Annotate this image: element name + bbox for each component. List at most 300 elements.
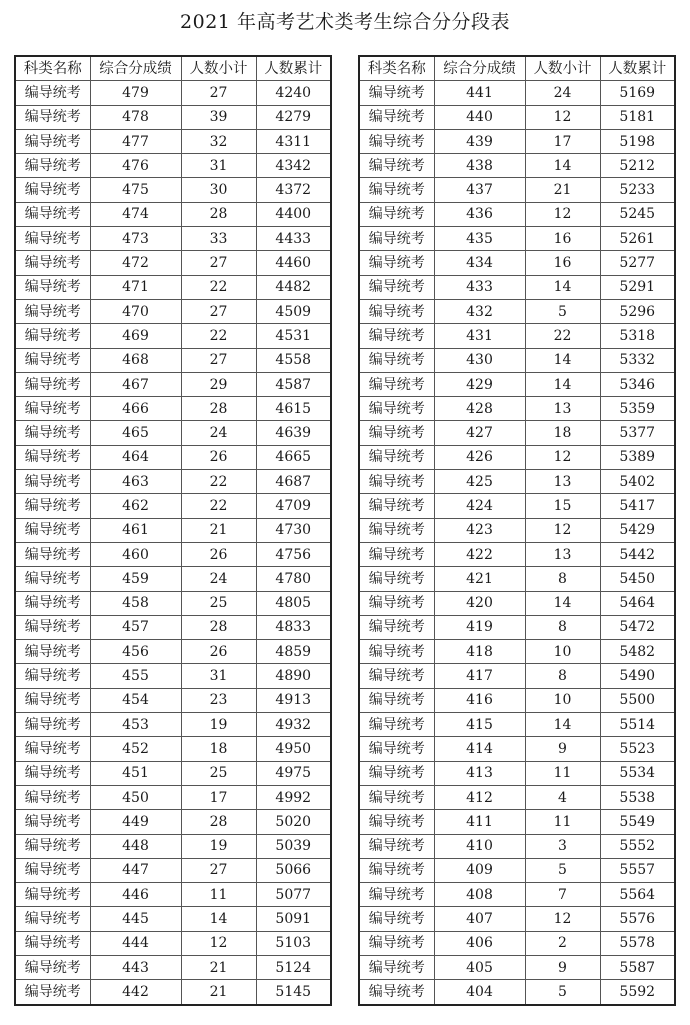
table-row [15, 664, 331, 688]
cell-count: 28 [181, 202, 256, 226]
cell-score: 461 [90, 518, 181, 542]
cell-cumulative: 5359 [600, 397, 675, 421]
cell-cumulative: 5181 [600, 105, 675, 129]
cell-cumulative: 5417 [600, 494, 675, 518]
cell-score: 459 [90, 567, 181, 591]
cell-score: 467 [90, 372, 181, 396]
cell-score: 410 [434, 834, 525, 858]
cell-category: 编导统考 [359, 251, 434, 275]
cell-count: 22 [181, 470, 256, 494]
cell-count: 17 [181, 785, 256, 809]
cell-cumulative: 5296 [600, 299, 675, 323]
table-row [359, 275, 675, 299]
cell-count: 13 [525, 470, 600, 494]
cell-count: 5 [525, 858, 600, 882]
cell-cumulative: 5377 [600, 421, 675, 445]
cell-count: 22 [525, 324, 600, 348]
cell-count: 14 [525, 275, 600, 299]
cell-category: 编导统考 [359, 324, 434, 348]
cell-score: 458 [90, 591, 181, 615]
cell-cumulative: 5549 [600, 810, 675, 834]
cell-category: 编导统考 [359, 907, 434, 931]
cell-cumulative: 5245 [600, 202, 675, 226]
cell-count: 5 [525, 980, 600, 1005]
score-table-left [14, 55, 332, 1006]
cell-category: 编导统考 [359, 81, 434, 105]
cell-score: 457 [90, 615, 181, 639]
cell-cumulative: 5077 [256, 883, 331, 907]
cell-category: 编导统考 [15, 518, 90, 542]
cell-score: 421 [434, 567, 525, 591]
cell-count: 13 [525, 397, 600, 421]
column-header-count: 人数小计 [525, 56, 600, 81]
table-row [15, 640, 331, 664]
table-row [359, 931, 675, 955]
table-row [359, 955, 675, 979]
table-row [15, 129, 331, 153]
cell-category: 编导统考 [15, 567, 90, 591]
cell-score: 433 [434, 275, 525, 299]
cell-count: 27 [181, 348, 256, 372]
cell-cumulative: 5450 [600, 567, 675, 591]
cell-score: 450 [90, 785, 181, 809]
cell-count: 10 [525, 640, 600, 664]
cell-score: 416 [434, 688, 525, 712]
cell-count: 8 [525, 664, 600, 688]
table-row [15, 518, 331, 542]
table-row [15, 251, 331, 275]
cell-score: 425 [434, 470, 525, 494]
cell-score: 470 [90, 299, 181, 323]
cell-count: 27 [181, 858, 256, 882]
table-row [15, 348, 331, 372]
table-row [15, 615, 331, 639]
cell-category: 编导统考 [359, 178, 434, 202]
cell-cumulative: 5124 [256, 955, 331, 979]
table-row [15, 883, 331, 907]
cell-cumulative: 4975 [256, 761, 331, 785]
cell-category: 编导统考 [15, 251, 90, 275]
cell-category: 编导统考 [359, 299, 434, 323]
cell-score: 415 [434, 713, 525, 737]
cell-count: 14 [525, 372, 600, 396]
cell-category: 编导统考 [15, 883, 90, 907]
cell-category: 编导统考 [15, 445, 90, 469]
cell-count: 11 [525, 761, 600, 785]
cell-count: 22 [181, 324, 256, 348]
table-row [15, 470, 331, 494]
cell-category: 编导统考 [359, 640, 434, 664]
table-row [359, 615, 675, 639]
cell-score: 476 [90, 154, 181, 178]
cell-score: 424 [434, 494, 525, 518]
cell-count: 12 [525, 202, 600, 226]
cell-cumulative: 5442 [600, 542, 675, 566]
cell-cumulative: 5103 [256, 931, 331, 955]
cell-category: 编导统考 [359, 202, 434, 226]
cell-category: 编导统考 [359, 688, 434, 712]
cell-score: 413 [434, 761, 525, 785]
cell-cumulative: 4311 [256, 129, 331, 153]
cell-score: 428 [434, 397, 525, 421]
cell-count: 13 [525, 542, 600, 566]
cell-count: 21 [181, 955, 256, 979]
cell-count: 14 [181, 907, 256, 931]
cell-category: 编导统考 [359, 542, 434, 566]
cell-cumulative: 5066 [256, 858, 331, 882]
cell-cumulative: 4460 [256, 251, 331, 275]
cell-category: 编导统考 [15, 202, 90, 226]
cell-score: 449 [90, 810, 181, 834]
cell-category: 编导统考 [359, 591, 434, 615]
cell-score: 430 [434, 348, 525, 372]
cell-cumulative: 4992 [256, 785, 331, 809]
table-row [359, 251, 675, 275]
cell-score: 468 [90, 348, 181, 372]
cell-score: 465 [90, 421, 181, 445]
cell-count: 14 [525, 713, 600, 737]
cell-category: 编导统考 [15, 275, 90, 299]
cell-count: 12 [525, 105, 600, 129]
table-row [359, 202, 675, 226]
cell-cumulative: 5557 [600, 858, 675, 882]
table-row [15, 372, 331, 396]
cell-score: 439 [434, 129, 525, 153]
cell-score: 427 [434, 421, 525, 445]
cell-count: 8 [525, 615, 600, 639]
table-row [15, 105, 331, 129]
cell-count: 14 [525, 154, 600, 178]
table-row [15, 980, 331, 1005]
cell-category: 编导统考 [359, 785, 434, 809]
cell-category: 编导统考 [15, 494, 90, 518]
cell-cumulative: 5578 [600, 931, 675, 955]
cell-category: 编导统考 [15, 615, 90, 639]
cell-category: 编导统考 [15, 81, 90, 105]
table-row [15, 858, 331, 882]
table-row [15, 178, 331, 202]
cell-count: 27 [181, 299, 256, 323]
cell-cumulative: 5277 [600, 251, 675, 275]
table-row [359, 494, 675, 518]
cell-score: 451 [90, 761, 181, 785]
cell-score: 479 [90, 81, 181, 105]
table-row [15, 202, 331, 226]
column-header-category: 科类名称 [359, 56, 434, 81]
cell-count: 18 [181, 737, 256, 761]
table-row [359, 834, 675, 858]
cell-cumulative: 5233 [600, 178, 675, 202]
cell-score: 453 [90, 713, 181, 737]
table-row [359, 470, 675, 494]
cell-cumulative: 5523 [600, 737, 675, 761]
table-row [359, 227, 675, 251]
cell-score: 474 [90, 202, 181, 226]
table-row [15, 421, 331, 445]
table-row [359, 785, 675, 809]
cell-score: 422 [434, 542, 525, 566]
cell-category: 编导统考 [15, 907, 90, 931]
cell-score: 462 [90, 494, 181, 518]
cell-count: 21 [181, 518, 256, 542]
cell-category: 编导统考 [15, 834, 90, 858]
table-row [15, 275, 331, 299]
cell-cumulative: 4890 [256, 664, 331, 688]
cell-count: 12 [525, 518, 600, 542]
cell-cumulative: 4950 [256, 737, 331, 761]
cell-count: 24 [181, 421, 256, 445]
cell-count: 5 [525, 299, 600, 323]
cell-cumulative: 4400 [256, 202, 331, 226]
cell-count: 31 [181, 664, 256, 688]
cell-category: 编导统考 [15, 154, 90, 178]
cell-count: 28 [181, 397, 256, 421]
cell-score: 447 [90, 858, 181, 882]
cell-score: 441 [434, 81, 525, 105]
cell-cumulative: 4372 [256, 178, 331, 202]
cell-category: 编导统考 [15, 737, 90, 761]
cell-cumulative: 5318 [600, 324, 675, 348]
cell-category: 编导统考 [15, 129, 90, 153]
column-header-cumulative: 人数累计 [256, 56, 331, 81]
table-row [15, 324, 331, 348]
cell-category: 编导统考 [15, 227, 90, 251]
cell-cumulative: 5500 [600, 688, 675, 712]
table-row [359, 445, 675, 469]
cell-score: 443 [90, 955, 181, 979]
table-row [15, 397, 331, 421]
cell-cumulative: 5091 [256, 907, 331, 931]
table-row [359, 907, 675, 931]
table-row [359, 421, 675, 445]
cell-score: 440 [434, 105, 525, 129]
table-row [359, 154, 675, 178]
cell-category: 编导统考 [359, 664, 434, 688]
cell-score: 411 [434, 810, 525, 834]
cell-category: 编导统考 [15, 640, 90, 664]
cell-count: 24 [525, 81, 600, 105]
cell-count: 28 [181, 615, 256, 639]
cell-cumulative: 5464 [600, 591, 675, 615]
cell-score: 417 [434, 664, 525, 688]
cell-category: 编导统考 [15, 761, 90, 785]
cell-category: 编导统考 [359, 858, 434, 882]
cell-score: 420 [434, 591, 525, 615]
cell-count: 11 [525, 810, 600, 834]
cell-cumulative: 5198 [600, 129, 675, 153]
cell-score: 419 [434, 615, 525, 639]
cell-category: 编导统考 [359, 129, 434, 153]
cell-cumulative: 4482 [256, 275, 331, 299]
cell-category: 编导统考 [359, 397, 434, 421]
cell-score: 432 [434, 299, 525, 323]
cell-score: 426 [434, 445, 525, 469]
cell-score: 469 [90, 324, 181, 348]
cell-score: 405 [434, 955, 525, 979]
cell-count: 2 [525, 931, 600, 955]
table-header-row [15, 56, 331, 81]
cell-category: 编导统考 [359, 955, 434, 979]
cell-category: 编导统考 [359, 615, 434, 639]
table-row [15, 931, 331, 955]
cell-cumulative: 4756 [256, 542, 331, 566]
cell-cumulative: 5592 [600, 980, 675, 1005]
cell-cumulative: 5332 [600, 348, 675, 372]
cell-category: 编导统考 [15, 542, 90, 566]
table-row [15, 154, 331, 178]
cell-category: 编导统考 [359, 494, 434, 518]
cell-score: 446 [90, 883, 181, 907]
cell-score: 454 [90, 688, 181, 712]
cell-cumulative: 5482 [600, 640, 675, 664]
cell-score: 452 [90, 737, 181, 761]
cell-category: 编导统考 [359, 421, 434, 445]
cell-category: 编导统考 [15, 591, 90, 615]
table-row [15, 591, 331, 615]
cell-cumulative: 4279 [256, 105, 331, 129]
table-row [15, 227, 331, 251]
cell-category: 编导统考 [15, 713, 90, 737]
table-row [15, 542, 331, 566]
cell-score: 407 [434, 907, 525, 931]
cell-cumulative: 5020 [256, 810, 331, 834]
cell-category: 编导统考 [15, 299, 90, 323]
table-row [359, 542, 675, 566]
cell-count: 26 [181, 640, 256, 664]
table-row [359, 591, 675, 615]
cell-category: 编导统考 [15, 397, 90, 421]
cell-count: 7 [525, 883, 600, 907]
cell-category: 编导统考 [359, 154, 434, 178]
cell-category: 编导统考 [15, 688, 90, 712]
cell-cumulative: 4805 [256, 591, 331, 615]
cell-score: 460 [90, 542, 181, 566]
cell-score: 431 [434, 324, 525, 348]
cell-category: 编导统考 [15, 980, 90, 1005]
cell-category: 编导统考 [15, 664, 90, 688]
cell-cumulative: 4558 [256, 348, 331, 372]
cell-category: 编导统考 [15, 178, 90, 202]
table-row [359, 178, 675, 202]
table-row [359, 664, 675, 688]
cell-cumulative: 5402 [600, 470, 675, 494]
cell-category: 编导统考 [359, 834, 434, 858]
cell-count: 22 [181, 494, 256, 518]
cell-category: 编导统考 [359, 470, 434, 494]
table-row [15, 834, 331, 858]
cell-category: 编导统考 [359, 445, 434, 469]
cell-count: 21 [525, 178, 600, 202]
table-row [359, 688, 675, 712]
cell-category: 编导统考 [15, 372, 90, 396]
cell-count: 11 [181, 883, 256, 907]
cell-category: 编导统考 [359, 931, 434, 955]
cell-score: 423 [434, 518, 525, 542]
cell-category: 编导统考 [359, 810, 434, 834]
cell-score: 409 [434, 858, 525, 882]
column-header-count: 人数小计 [181, 56, 256, 81]
cell-score: 444 [90, 931, 181, 955]
cell-cumulative: 5261 [600, 227, 675, 251]
cell-category: 编导统考 [359, 227, 434, 251]
cell-count: 19 [181, 713, 256, 737]
cell-cumulative: 5291 [600, 275, 675, 299]
cell-cumulative: 5212 [600, 154, 675, 178]
cell-cumulative: 4730 [256, 518, 331, 542]
cell-cumulative: 4587 [256, 372, 331, 396]
table-row [15, 713, 331, 737]
cell-score: 436 [434, 202, 525, 226]
table-row [15, 567, 331, 591]
table-row [15, 810, 331, 834]
column-header-category: 科类名称 [15, 56, 90, 81]
cell-score: 463 [90, 470, 181, 494]
cell-count: 14 [525, 348, 600, 372]
cell-count: 18 [525, 421, 600, 445]
cell-category: 编导统考 [359, 518, 434, 542]
table-row [359, 518, 675, 542]
table-row [359, 640, 675, 664]
cell-category: 编导统考 [359, 105, 434, 129]
table-row [15, 299, 331, 323]
cell-category: 编导统考 [15, 470, 90, 494]
cell-cumulative: 5490 [600, 664, 675, 688]
table-row [15, 785, 331, 809]
cell-cumulative: 4342 [256, 154, 331, 178]
cell-score: 466 [90, 397, 181, 421]
cell-score: 464 [90, 445, 181, 469]
table-row [359, 105, 675, 129]
cell-score: 448 [90, 834, 181, 858]
cell-count: 31 [181, 154, 256, 178]
cell-count: 29 [181, 372, 256, 396]
cell-count: 26 [181, 542, 256, 566]
cell-count: 4 [525, 785, 600, 809]
cell-category: 编导统考 [15, 421, 90, 445]
table-row [15, 955, 331, 979]
cell-score: 472 [90, 251, 181, 275]
cell-count: 30 [181, 178, 256, 202]
table-row [15, 81, 331, 105]
cell-count: 26 [181, 445, 256, 469]
table-row [359, 737, 675, 761]
cell-category: 编导统考 [15, 810, 90, 834]
table-row [15, 761, 331, 785]
cell-score: 478 [90, 105, 181, 129]
cell-category: 编导统考 [15, 931, 90, 955]
cell-count: 14 [525, 591, 600, 615]
cell-count: 27 [181, 251, 256, 275]
cell-count: 39 [181, 105, 256, 129]
cell-category: 编导统考 [359, 372, 434, 396]
table-row [359, 81, 675, 105]
cell-cumulative: 5576 [600, 907, 675, 931]
cell-category: 编导统考 [359, 567, 434, 591]
table-header-row [359, 56, 675, 81]
cell-cumulative: 4615 [256, 397, 331, 421]
cell-cumulative: 5514 [600, 713, 675, 737]
cell-count: 9 [525, 737, 600, 761]
cell-count: 27 [181, 81, 256, 105]
table-row [15, 494, 331, 518]
cell-category: 编导统考 [15, 105, 90, 129]
cell-category: 编导统考 [359, 980, 434, 1005]
cell-cumulative: 5564 [600, 883, 675, 907]
table-row [15, 445, 331, 469]
cell-category: 编导统考 [15, 324, 90, 348]
cell-category: 编导统考 [359, 883, 434, 907]
cell-count: 16 [525, 251, 600, 275]
